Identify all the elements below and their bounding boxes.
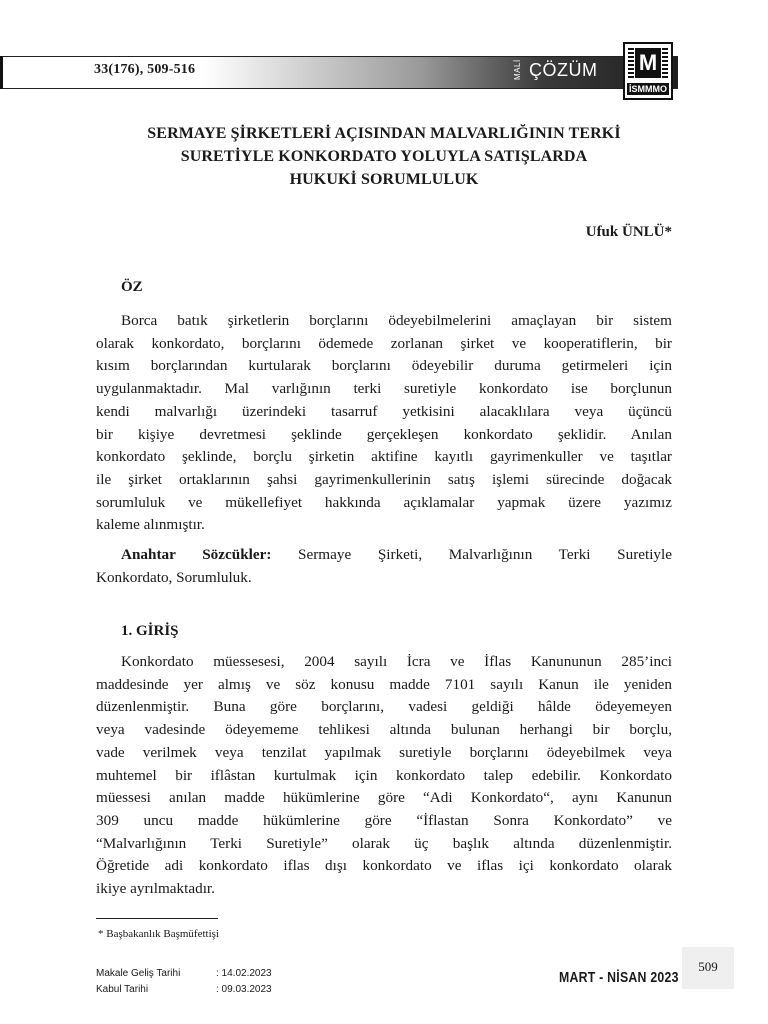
logo-stripe-left xyxy=(628,48,634,80)
accepted-date-row xyxy=(96,982,272,998)
text-line: “Malvarlığının Terki Suretiyle” olarak üç başlık altında düzenlenmiştir. xyxy=(96,834,672,852)
text-line: konkordato şeklinde, borçlu şirketin aktifine kayıtlı gayrimenkuller ve taşıtlar xyxy=(96,448,672,466)
title-line: SURETİYLE KONKORDATO YOLUYLA SATIŞLARDA xyxy=(180,148,588,165)
accepted-date-value: : 09.03.2023 xyxy=(216,984,272,995)
received-date-label: Makale Geliş Tarihi xyxy=(96,968,181,979)
brand-name: ÇÖZÜM xyxy=(529,60,598,80)
issue-date: MART - NİSAN 2023 xyxy=(559,969,679,986)
text-line: ikiye ayrılmaktadır. xyxy=(96,880,215,898)
text-line: kaleme alınmıştır. xyxy=(96,516,205,534)
logo-text: İSMMMO xyxy=(629,84,667,94)
issue-reference: 33(176), 509-516 xyxy=(94,62,196,77)
text-line: veya vadesinde ödeyememe tehlikesi altında bulunan herhangi bir borçlu, xyxy=(96,721,672,739)
article-title xyxy=(96,122,672,191)
footnote-rule xyxy=(96,918,218,919)
text-line: kısım borçlarından kurtularak borçlarını ödeyebilir duruma getirmeleri için xyxy=(96,357,672,375)
text-line: uygulanmaktadır. Mal varlığının terki suretiyle konkordato ise borçlunun xyxy=(96,380,672,398)
text-line: Konkordato müessesesi, 2004 sayılı İcra ve İflas Kanununun 285’inci xyxy=(121,653,672,670)
logo-stripe-right xyxy=(662,48,668,80)
text-line: maddesinde yer almış ve söz konusu madde 7101 sayılı Kanun ile yeniden xyxy=(96,675,672,693)
text-line: muhtemel bir iflâstan kurtulmak için konkordato talep edebilir. Konkordato xyxy=(96,766,672,784)
logo-letter: M xyxy=(635,48,661,78)
publisher-logo xyxy=(623,42,673,100)
header-left-rule xyxy=(0,56,3,89)
title-line: HUKUKİ SORUMLULUK xyxy=(289,171,479,188)
keywords-label: Anahtar Sözcükler: xyxy=(121,546,272,563)
author-name: Ufuk ÜNLÜ* xyxy=(585,224,672,240)
keywords-line xyxy=(96,544,672,567)
introduction-heading: 1. GİRİŞ xyxy=(121,623,179,639)
text-line: olarak konkordato, borçlarını ödemede zorlanan şirket ve kooperatiflerin, bir xyxy=(96,334,672,352)
keywords-text: Sermaye Şirketi, Malvarlığının Terki Suretiyle xyxy=(271,546,672,563)
introduction-paragraph xyxy=(96,651,672,901)
abstract-heading: ÖZ xyxy=(121,279,143,295)
keywords-text: Konkordato, Sorumluluk. xyxy=(96,568,252,586)
text-line: düzenlenmiştir. Buna göre borçlarını, vadesi geldiği hâlde ödeyemeyen xyxy=(96,698,672,716)
title-line: SERMAYE ŞİRKETLERİ AÇISINDAN MALVARLIĞININ TERKİ xyxy=(147,125,621,142)
article-dates xyxy=(96,966,272,998)
received-date-value: : 14.02.2023 xyxy=(216,968,272,979)
text-line: kendi malvarlığı üzerindeki tasarruf yetkisini alacaklılara veya üçüncü xyxy=(96,402,672,420)
brand-small-text: MALİ xyxy=(513,59,522,80)
page-number-box xyxy=(682,947,734,989)
text-line: 309 uncu madde hükümlerine göre “İflastan Sonra Konkordato” ve xyxy=(96,811,672,829)
text-line: ile şirket ortaklarının şahsi gayrimenkullerinin satış işlemi sürecinde doğacak xyxy=(96,470,672,488)
text-line: vade verilmek veya tenzilat yapılmak suretiyle borçlarını ödeyebilmek veya xyxy=(96,743,672,761)
keywords-paragraph xyxy=(96,544,672,589)
received-date-row xyxy=(96,966,272,982)
accepted-date-label: Kabul Tarihi xyxy=(96,984,149,995)
text-line: müessesi anılan madde hükümlerine göre “Adi Konkordato“, aynı Kanunun xyxy=(96,789,672,807)
text-line: bir kişiye devretmesi şeklinde gerçekleşen konkordato şeklidir. Anılan xyxy=(96,425,672,443)
page-number: 509 xyxy=(698,959,718,974)
text-line: Öğretide adi konkordato iflas dışı konkordato ve iflas içi konkordato olarak xyxy=(96,857,672,875)
text-line: sorumluluk ve mükellefiyet hakkında açıklamalar yapmak üzere yazımız xyxy=(96,493,672,511)
abstract-paragraph xyxy=(96,310,672,537)
footnote: * Başbakanlık Başmüfettişi xyxy=(98,928,219,940)
text-line: Borca batık şirketlerin borçlarını ödeyebilmelerini amaçlayan bir sistem xyxy=(121,312,672,329)
